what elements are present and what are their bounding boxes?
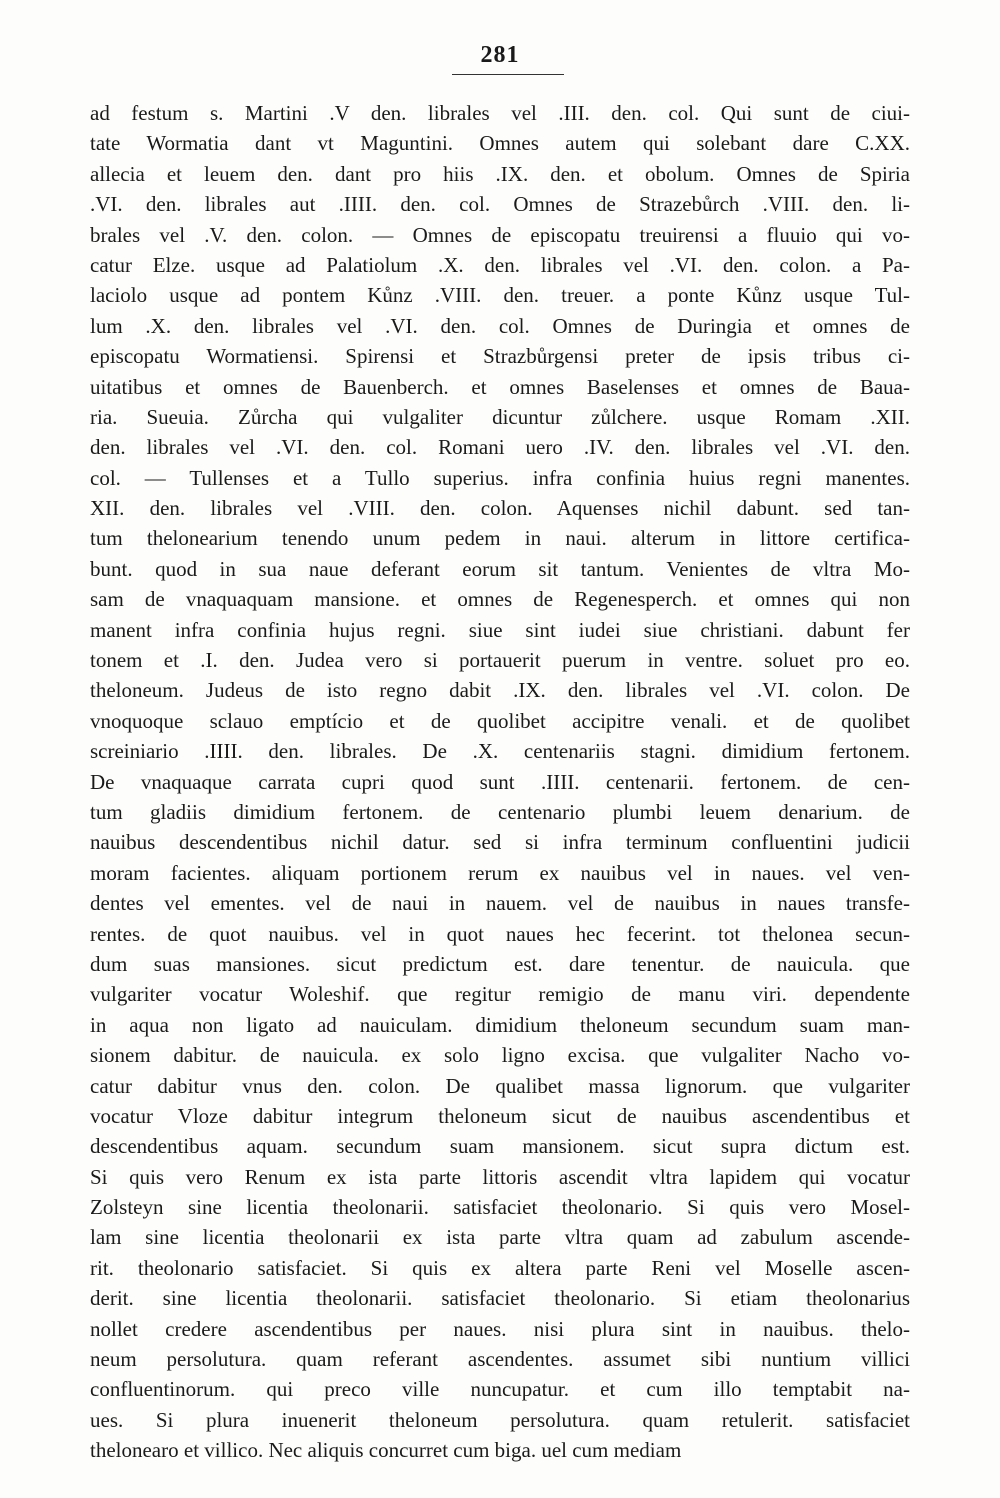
text-line: XII. den. librales vel .VIII. den. colon. Aquenses nichil dabunt. sed tan- <box>90 496 910 521</box>
text-line: moram facientes. aliquam portionem rerum ex nauibus vel in naues. vel ven- <box>90 860 910 885</box>
text-line: descendentibus aquam. secundum suam mansionem. sicut supra dictum est. <box>90 1134 910 1159</box>
text-line: sionem dabitur. de nauicula. ex solo ligno excisa. que vulgaliter Nacho vo- <box>90 1043 910 1068</box>
text-line: vulgariter vocatur Woleshif. que regitur remigio de manu viri. dependente <box>90 982 910 1007</box>
text-line: catur Elze. usque ad Palatiolum .X. den. librales vel .VI. den. colon. a Pa- <box>90 252 910 277</box>
text-line: nauibus descendentibus nichil datur. sed si infra terminum confluentini judicii <box>90 830 910 855</box>
text-line: laciolo usque ad pontem Kůnz .VIII. den. treuer. a ponte Kůnz usque Tul- <box>90 283 910 308</box>
text-line: theloneum. Judeus de isto regno dabit .IX. den. librales vel .VI. colon. De <box>90 678 910 703</box>
page-number-rule <box>452 74 564 75</box>
text-line: ues. Si plura inuenerit theloneum persolutura. quam retulerit. satisfaciet <box>90 1407 910 1432</box>
text-line: rit. theolonario satisfaciet. Si quis ex altera parte Reni vel Moselle ascen- <box>90 1255 910 1280</box>
text-line: catur dabitur vnus den. colon. De qualibet massa lignorum. que vulgariter <box>90 1073 910 1098</box>
text-line: De vnaquaque carrata cupri quod sunt .IIII. centenarii. fertonem. de cen- <box>90 769 910 794</box>
text-line: lam sine licentia theolonarii ex ista parte vltra quam ad zabulum ascende- <box>90 1225 910 1250</box>
text-line: confluentinorum. qui preco ville nuncupatur. et cum illo temptabit na- <box>90 1377 910 1402</box>
text-line: nollet credere ascendentibus per naues. nisi plura sint in nauibus. thelo- <box>90 1316 910 1341</box>
text-line: tum gladiis dimidium fertonem. de centenario plumbi leuem denarium. de <box>90 799 910 824</box>
body-text <box>90 98 910 1466</box>
text-line: den. librales vel .VI. den. col. Romani uero .IV. den. librales vel .VI. den. <box>90 435 910 460</box>
text-line: manent infra confinia hujus regni. siue sint iudei siue christiani. dabunt fer <box>90 617 910 642</box>
text-line: screiniario .IIII. den. librales. De .X. centenariis stagni. dimidium fertonem. <box>90 739 910 764</box>
text-line: in aqua non ligato ad nauiculam. dimidium theloneum secundum suam man- <box>90 1012 910 1037</box>
text-line: episcopatu Wormatiensi. Spirensi et Strazbůrgensi preter de ipsis tribus ci- <box>90 344 910 369</box>
text-line: vocatur Vloze dabitur integrum theloneum sicut de nauibus ascendentibus et <box>90 1103 910 1128</box>
page-number: 281 <box>480 42 520 68</box>
text-line: uitatibus et omnes de Bauenberch. et omnes Baselenses et omnes de Baua- <box>90 374 910 399</box>
text-line: tum thelonearium tenendo unum pedem in naui. alterum in littore certifica- <box>90 526 910 551</box>
text-line: allecia et leuem den. dant pro hiis .IX. den. et obolum. Omnes de Spiria <box>90 161 910 186</box>
text-line: dum suas mansiones. sicut predictum est. dare tenentur. de nauicula. que <box>90 951 910 976</box>
text-line: tate Wormatia dant vt Maguntini. Omnes autem qui solebant dare C.XX. <box>90 131 910 156</box>
text-line: bunt. quod in sua naue deferant eorum sit tantum. Venientes de vltra Mo- <box>90 556 910 581</box>
text-line: ad festum s. Martini .V den. librales vel .III. den. col. Qui sunt de ciui- <box>90 101 910 125</box>
text-line: ria. Sueuia. Zůrcha qui vulgaliter dicuntur zůlchere. usque Romam .XII. <box>90 404 910 429</box>
text-line: Si quis vero Renum ex ista parte littoris ascendit vltra lapidem qui vocatur <box>90 1164 910 1189</box>
text-line: lum .X. den. librales vel .VI. den. col. Omnes de Duringia et omnes de <box>90 313 910 338</box>
text-line: derit. sine licentia theolonarii. satisfaciet theolonario. Si etiam theolonarius <box>90 1286 910 1311</box>
text-line: brales vel .V. den. colon. — Omnes de episcopatu treuirensi a fluuio qui vo- <box>90 222 910 247</box>
text-line: rentes. de quot nauibus. vel in quot naues hec fecerint. tot thelonea secun- <box>90 921 910 946</box>
text-line: tonem et .I. den. Judea vero si portauerit puerum in ventre. soluet pro eo. <box>90 648 910 673</box>
text-line: Zolsteyn sine licentia theolonarii. satisfaciet theolonario. Si quis vero Mosel- <box>90 1195 910 1220</box>
text-line: thelonearo et villico. Nec aliquis concurret cum biga. uel cum mediam <box>90 1438 682 1463</box>
text-line: dentes vel ementes. vel de naui in nauem. vel de nauibus in naues transfe- <box>90 891 910 916</box>
text-line: sam de vnaquaquam mansione. et omnes de Regenesperch. et omnes qui non <box>90 587 910 612</box>
text-line: vnoquoque sclauo emptício et de quolibet accipitre venali. et de quolibet <box>90 708 910 733</box>
text-line: col. — Tullenses et a Tullo superius. infra confinia huius regni manentes. <box>90 465 910 490</box>
text-line: neum persolutura. quam referant ascendentes. assumet sibi nuntium villici <box>90 1347 910 1372</box>
text-line: .VI. den. librales aut .IIII. den. col. Omnes de Strazebůrch .VIII. den. li- <box>90 192 910 217</box>
